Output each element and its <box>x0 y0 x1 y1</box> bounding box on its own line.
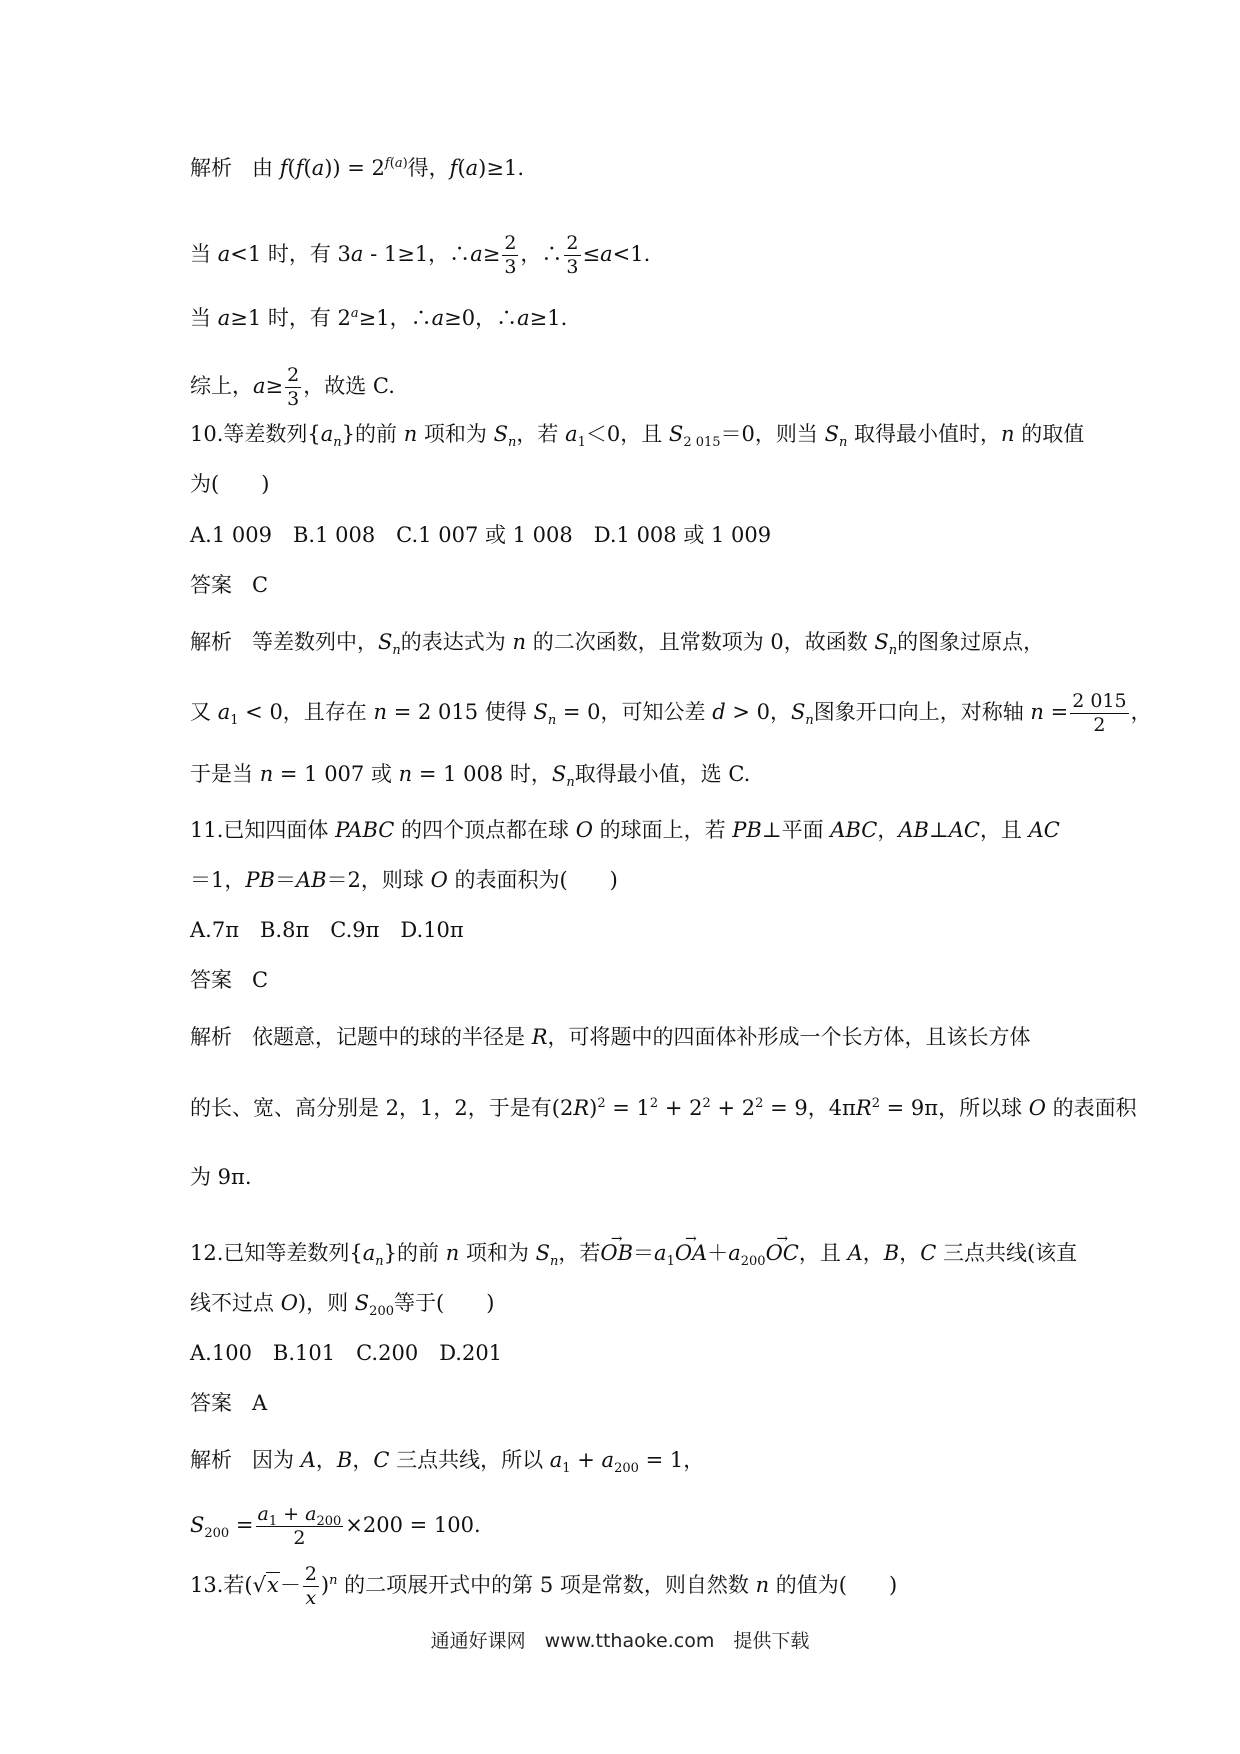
q11-explanation-line-3: 为 9π. <box>190 1165 252 1189</box>
q10-explanation-line-3: 于是当 n = 1 007 或 n = 1 008 时，$S_n$取得最小值，选 C. <box>190 762 751 790</box>
q12-explanation-line-2: $S_{200}$ = $\frac{a_1 + a_{200}}{2}$ ×200 = 100. <box>190 1503 481 1549</box>
q12-stem-line-2: 线不过点 O)，则 $S_{200}$等于( ) <box>190 1291 495 1319</box>
q11-stem-line-1: 11.已知四面体 PABC 的四个顶点都在球 O 的球面上，若 PB⊥平面 ABC，AB⊥AC，且 AC <box>190 818 1060 842</box>
q11-answer: 答案 C <box>190 968 269 992</box>
q11-stem-line-2: ＝1，PB＝AB＝2，则球 O 的表面积为( ) <box>190 868 618 892</box>
q12-stem-line-1: 12.已知等差数列$\{a_n\}$的前 n 项和为 $S_n$，若→ $OB=a_1\to OA+a_{200}\to$ OC，且 A，B，C 三点共线(该直 <box>190 1238 1060 1268</box>
fraction-two-thirds: $\frac{2}{3}$ <box>504 232 517 278</box>
q10-answer: 答案 C <box>190 573 269 597</box>
q13-stem: 13.若(√x－ $\frac{2}{x}$ )$^n$ 的二项展开式中的第 5 项是常数，则自然数 n 的值为( ) <box>190 1563 898 1609</box>
fraction-2-over-x: $\frac{2}{x}$ <box>304 1563 317 1609</box>
q9-explanation-line-3: 当 a≥1 时，有 $2^a\ge 1$，∴a≥0，∴a≥1. <box>190 306 568 330</box>
fraction-two-thirds: $\frac{2}{3}$ <box>287 364 300 410</box>
q12-options: A.100 B.101 C.200 D.201 <box>190 1341 503 1365</box>
q10-options: A.1 009 B.1 008 C.1 007 或 1 008 D.1 008 或 1 009 <box>190 523 772 547</box>
q10-stem-line-1: 10.等差数列$\{a_n\}$的前 n 项和为 $S_n$，若 $a_1<0$，且 $S_{2 015}=0$，则当 $S_n$ 取得最小值时，n 的取值 <box>190 422 1085 450</box>
q10-explanation-line-2: 又 $a_1 < 0$，且存在 n = 2 015 使得 $S_n = 0$，可知公差 d > 0，$S_n$图象开口向上，对称轴 n = $\frac{2 015}{2}$ ， <box>190 690 1152 736</box>
page-footer: 通通好课网 www.tthaoke.com 提供下载 <box>430 1630 810 1652</box>
q11-options: A.7π B.8π C.9π D.10π <box>190 918 464 942</box>
q11-explanation-line-2: 的长、宽、高分别是 2，1，2，于是有$(2R)^2 = 1^2 + 2^2 + 2^2 = 9$，$4\pi R^2 = 9\pi$，所以球 O 的表面积 <box>190 1096 1137 1120</box>
fraction-2015-over-2: $\frac{2 015}{2}$ <box>1072 690 1127 736</box>
q9-explanation-line-1: 解析 由 $f(f(a)) = 2^{f(a)}$得，f(a)≥1. <box>190 156 525 180</box>
q12-answer: 答案 A <box>190 1391 268 1415</box>
fraction-two-thirds: $\frac{2}{3}$ <box>566 232 579 278</box>
q9-explanation-line-4: 综上，a≥ $\frac{2}{3}$ ，故选 C. <box>190 364 395 410</box>
fraction-a1-plus-a200-over-2: $\frac{a_1 + a_{200}}{2}$ <box>257 1503 342 1549</box>
q12-explanation-line-1: 解析 因为 A，B，C 三点共线，所以 $a_1 + a_{200} = 1$， <box>190 1448 705 1476</box>
q10-explanation-line-1: 解析 等差数列中，$S_n$的表达式为 n 的二次函数，且常数项为 0，故函数 $S_n$的图象过原点， <box>190 630 1045 658</box>
q9-explanation-line-2: 当 a<1 时，有 3a - 1≥1，∴a≥ $\frac{2}{3}$ ，∴ $\frac{2}{3}$ ≤a<1. <box>190 232 651 278</box>
q10-stem-line-2: 为( ) <box>190 472 270 496</box>
q11-explanation-line-1: 解析 依题意，记题中的球的半径是 R，可将题中的四面体补形成一个长方体，且该长方体 <box>190 1025 1031 1049</box>
